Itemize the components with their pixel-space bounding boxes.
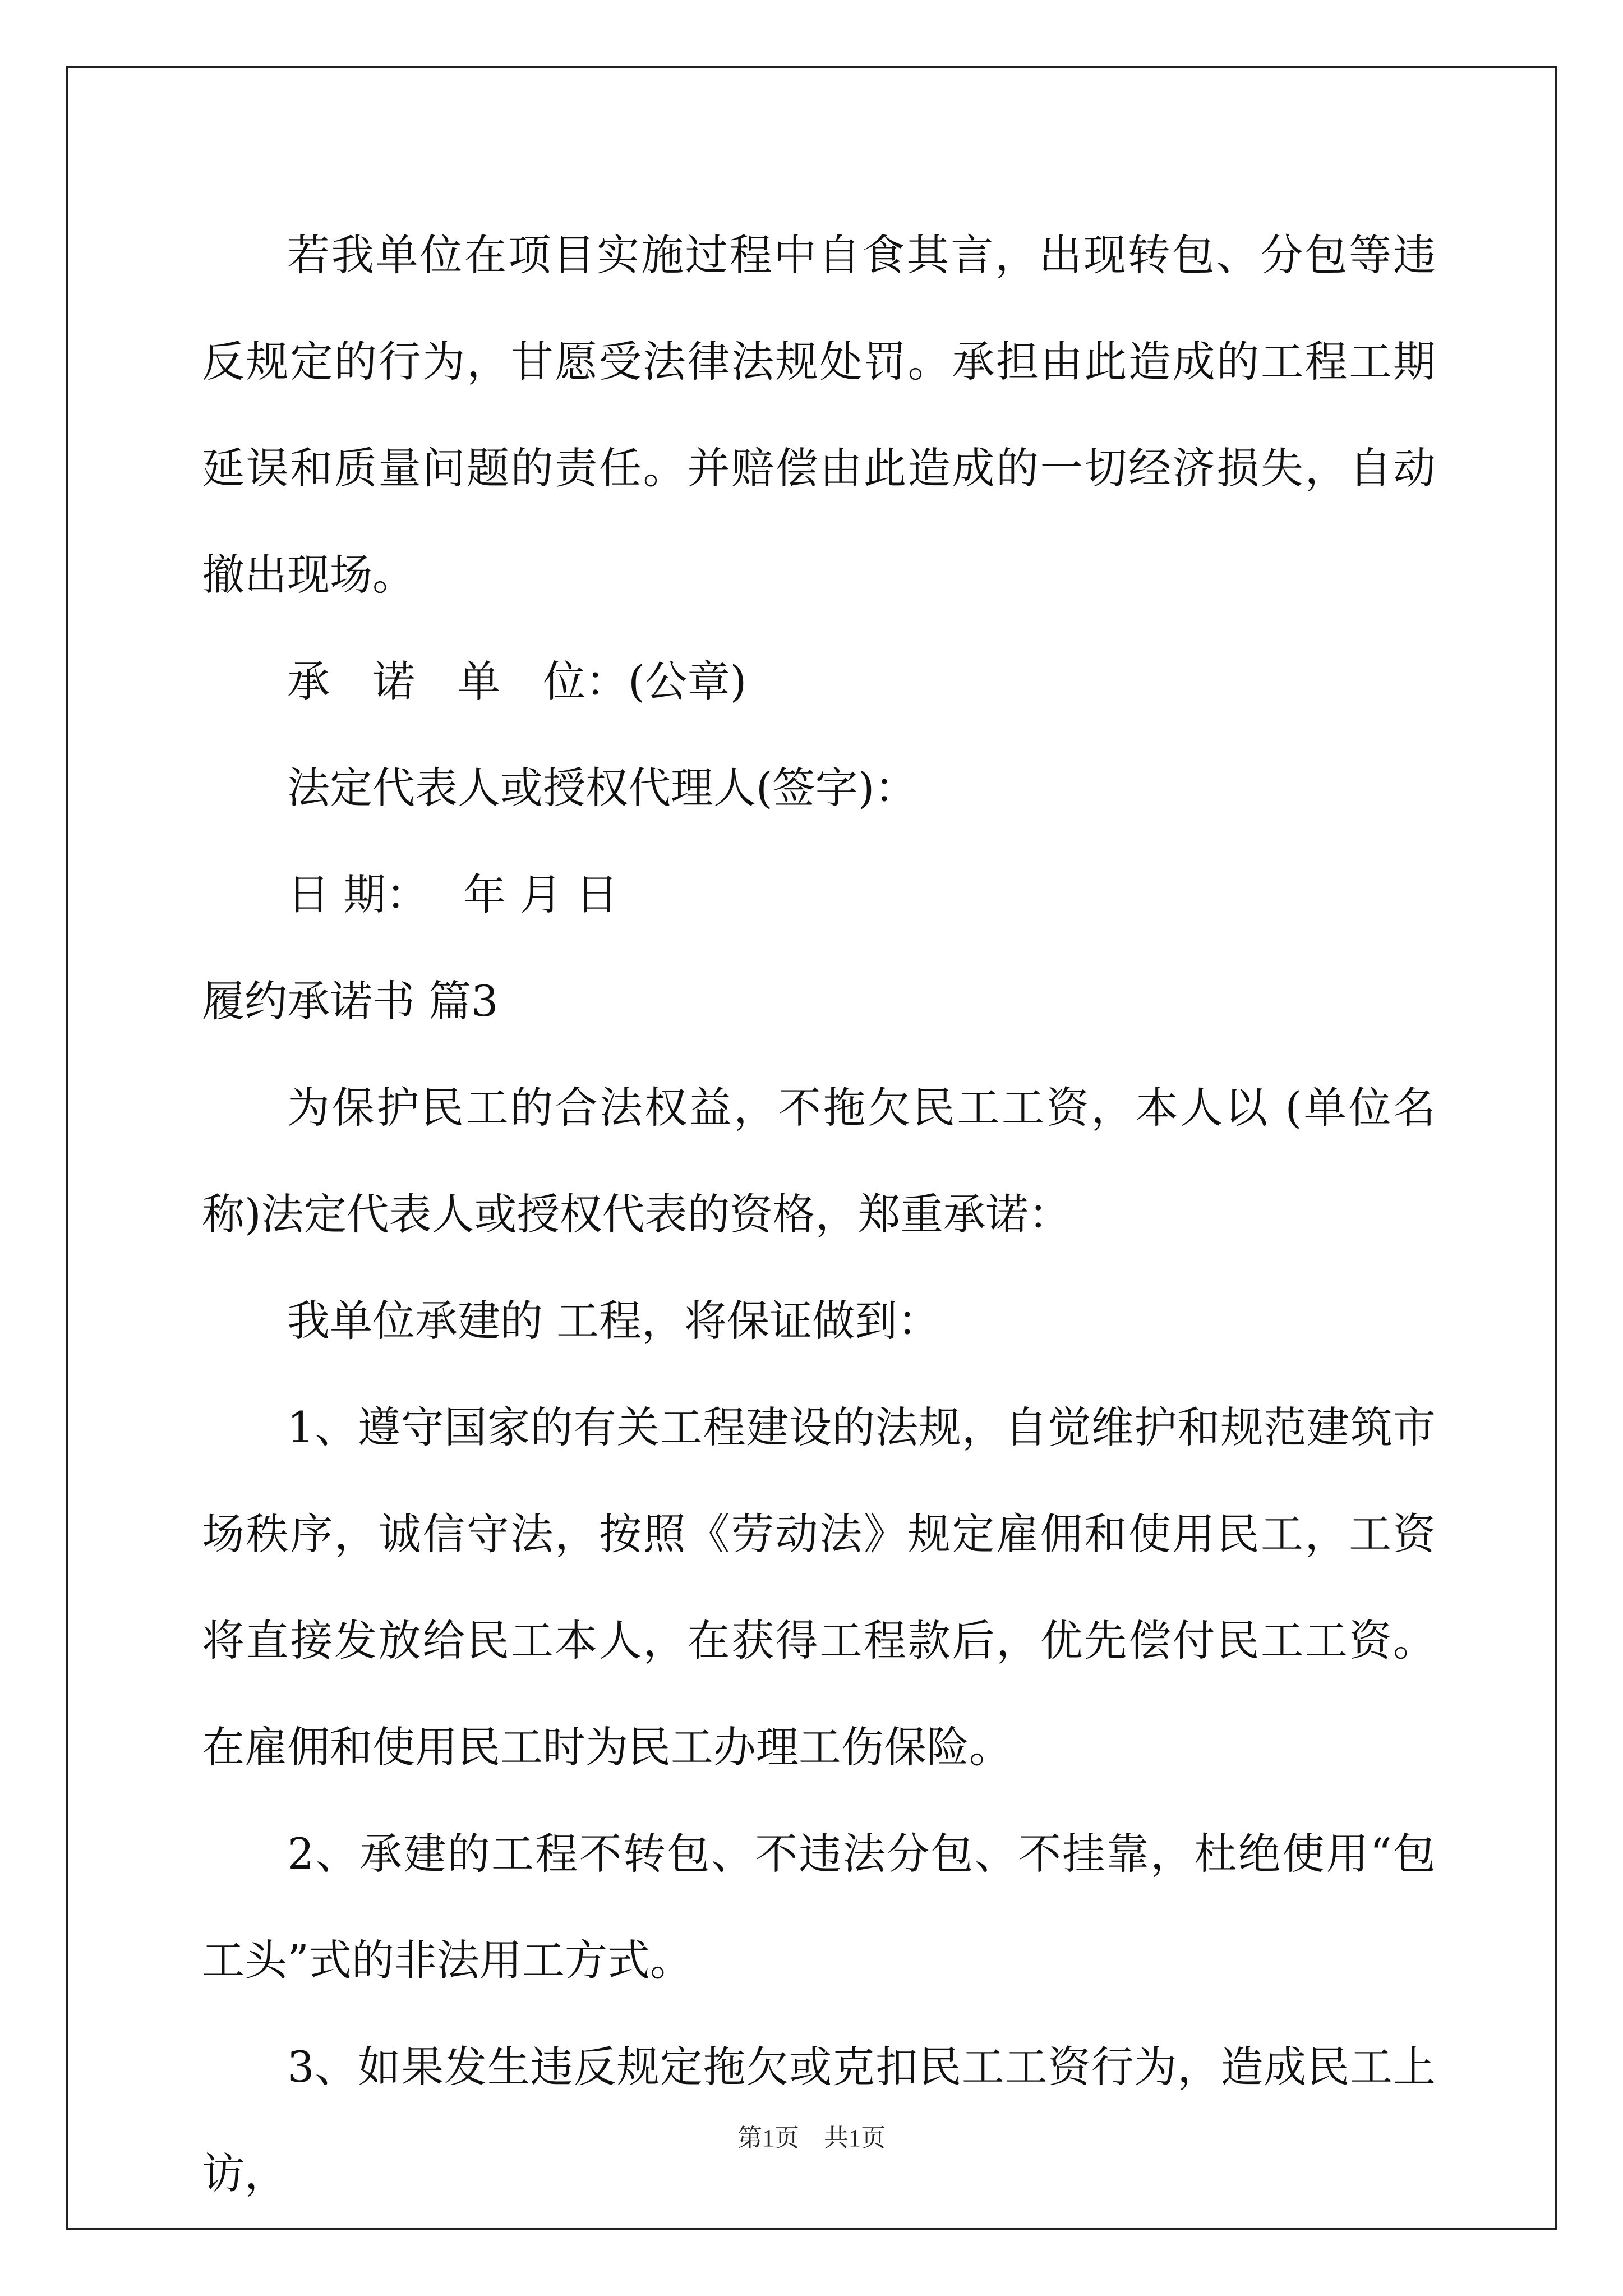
paragraph-item-2: 2、承建的工程不转包、不违法分包、不挂靠，杜绝使用“包工头”式的非法用工方式。 (202, 1829, 1436, 1985)
section-heading: 履约承诺书 篇3 (202, 976, 499, 1026)
paragraph-intro: 为保护民工的合法权益，不拖欠民工工资，本人以 (单位名称)法定代表人或授权代表的资格，郑重承诺： (202, 1083, 1436, 1239)
paragraph-breach-liability: 若我单位在项目实施过程中自食其言，出现转包、分包等违反规定的行为，甘愿受法律法规处罚。承担由此造成的工程工期延误和质量问题的责任。并赔偿由此造成的一切经济损失，自动撤出现场。 (202, 230, 1436, 600)
document-body (202, 202, 1436, 2227)
signature-date-line: 日 期： 年 月 日 (287, 869, 619, 919)
signature-unit-line: 承 诺 单 位：(公章) (287, 656, 747, 706)
signature-representative-line: 法定代表人或授权代理人(签字)： (287, 763, 917, 813)
paragraph-item-3: 3、如果发生违反规定拖欠或克扣民工工资行为，造成民工上访， (202, 2042, 1436, 2198)
paragraph-project: 我单位承建的 工程，将保证做到： (287, 1296, 940, 1346)
paragraph-item-1: 1、遵守国家的有关工程建设的法规，自觉维护和规范建筑市场秩序，诚信守法，按照《劳动法》规定雇佣和使用民工，工资将直接发放给民工本人，在获得工程款后，优先偿付民工工资。在雇佣和使用民工时为民工办理工伤保险。 (202, 1402, 1436, 1772)
page-footer: 第1页 共1页 (737, 2124, 886, 2152)
